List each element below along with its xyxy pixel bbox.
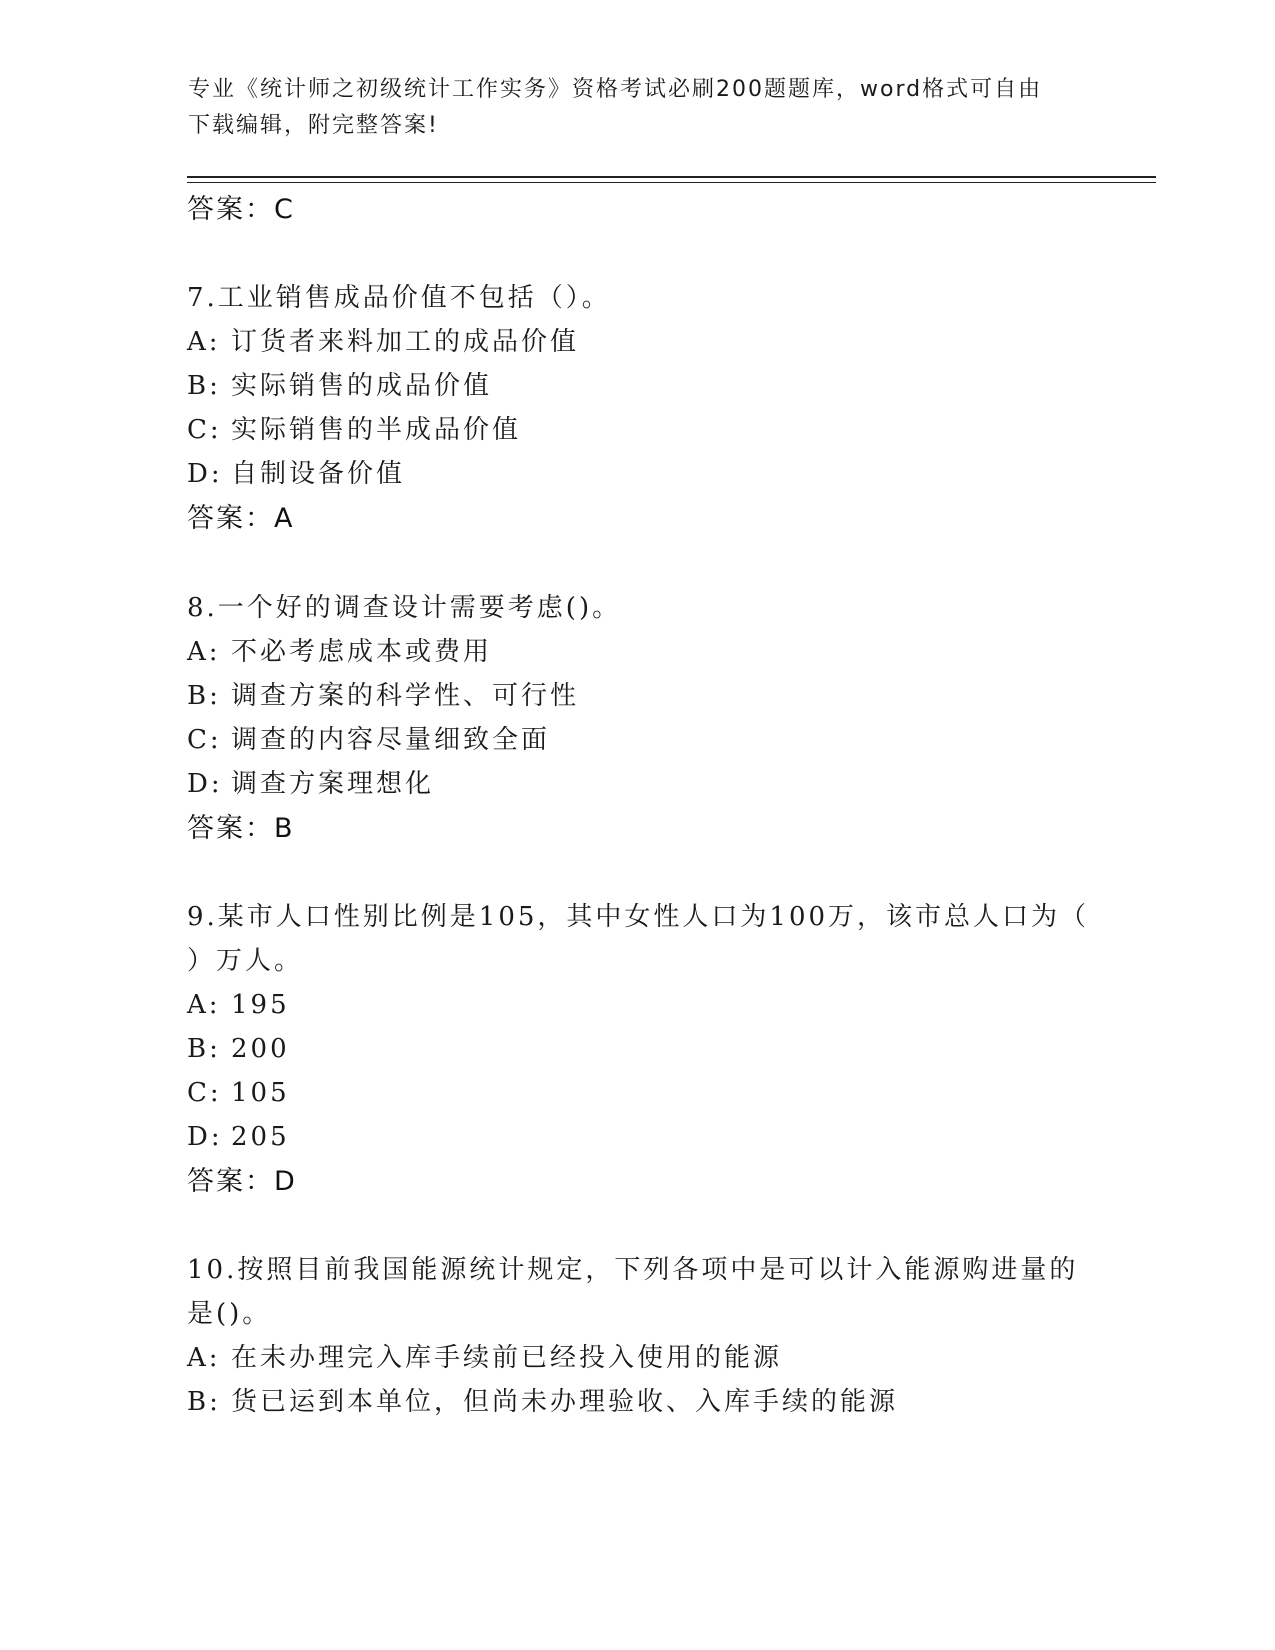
question-7-option-d bbox=[187, 457, 405, 491]
option-letter: A: bbox=[187, 637, 221, 667]
option-text: 105 bbox=[231, 1078, 290, 1108]
question-9-stem-line-1: 9.某市人口性别比例是105，其中女性人口为100万，该市总人口为（ bbox=[187, 902, 1090, 932]
header-line-2: 下载编辑，附完整答案! bbox=[188, 113, 439, 138]
question-8-option-c bbox=[187, 723, 550, 757]
option-letter: A: bbox=[187, 1343, 221, 1373]
option-letter: D: bbox=[187, 769, 223, 799]
option-letter: D: bbox=[187, 459, 223, 489]
option-text: 205 bbox=[231, 1122, 290, 1152]
question-9-option-b bbox=[187, 1032, 290, 1066]
question-10-option-b bbox=[187, 1385, 898, 1419]
question-9-option-d bbox=[187, 1120, 290, 1154]
question-8-option-d bbox=[187, 767, 434, 801]
question-8-option-b bbox=[187, 679, 579, 713]
option-text: 订货者来料加工的成品价值 bbox=[231, 327, 580, 357]
question-10-stem-line-2: 是()。 bbox=[187, 1299, 272, 1329]
question-9-option-a bbox=[187, 988, 290, 1022]
option-letter: D: bbox=[187, 1122, 223, 1152]
question-7-answer: 答案：A bbox=[187, 503, 295, 534]
question-7-option-a bbox=[187, 325, 579, 359]
option-letter: B: bbox=[187, 681, 221, 711]
header-divider-thick bbox=[187, 176, 1156, 178]
header-divider-thin bbox=[187, 182, 1156, 183]
question-7-option-b bbox=[187, 369, 492, 403]
question-9-answer: 答案：D bbox=[187, 1166, 297, 1197]
option-letter: C: bbox=[187, 415, 222, 445]
option-letter: C: bbox=[187, 1078, 222, 1108]
option-letter: C: bbox=[187, 725, 222, 755]
option-letter: A: bbox=[187, 327, 221, 357]
option-letter: B: bbox=[187, 1387, 221, 1417]
document-header bbox=[188, 72, 1088, 144]
option-text: 自制设备价值 bbox=[231, 459, 406, 489]
question-7-option-c bbox=[187, 413, 521, 447]
option-letter: B: bbox=[187, 1034, 221, 1064]
question-10-option-a bbox=[187, 1341, 782, 1375]
question-8-answer: 答案：B bbox=[187, 813, 295, 844]
option-text: 不必考虑成本或费用 bbox=[231, 637, 493, 667]
option-text: 实际销售的半成品价值 bbox=[231, 415, 522, 445]
prev-answer: 答案：C bbox=[187, 194, 295, 225]
question-9-option-c bbox=[187, 1076, 290, 1110]
question-8-option-a bbox=[187, 635, 492, 669]
option-text: 货已运到本单位，但尚未办理验收、入库手续的能源 bbox=[231, 1387, 899, 1417]
option-letter: B: bbox=[187, 371, 221, 401]
option-text: 调查方案理想化 bbox=[231, 769, 435, 799]
header-line-1: 专业《统计师之初级统计工作实务》资格考试必刷200题题库，word格式可自由 bbox=[188, 77, 1043, 102]
question-9-stem-line-2: ）万人。 bbox=[187, 946, 304, 976]
option-letter: A: bbox=[187, 990, 221, 1020]
question-8-stem: 8.一个好的调查设计需要考虑()。 bbox=[187, 593, 622, 623]
question-10-stem-line-1: 10.按照目前我国能源统计规定，下列各项中是可以计入能源购进量的 bbox=[187, 1255, 1079, 1285]
question-7-stem: 7.工业销售成品价值不包括（）。 bbox=[187, 283, 611, 313]
option-text: 调查方案的科学性、可行性 bbox=[231, 681, 580, 711]
option-text: 调查的内容尽量细致全面 bbox=[231, 725, 551, 755]
option-text: 实际销售的成品价值 bbox=[231, 371, 493, 401]
option-text: 200 bbox=[231, 1034, 290, 1064]
option-text: 在未办理完入库手续前已经投入使用的能源 bbox=[231, 1343, 783, 1373]
option-text: 195 bbox=[231, 990, 290, 1020]
